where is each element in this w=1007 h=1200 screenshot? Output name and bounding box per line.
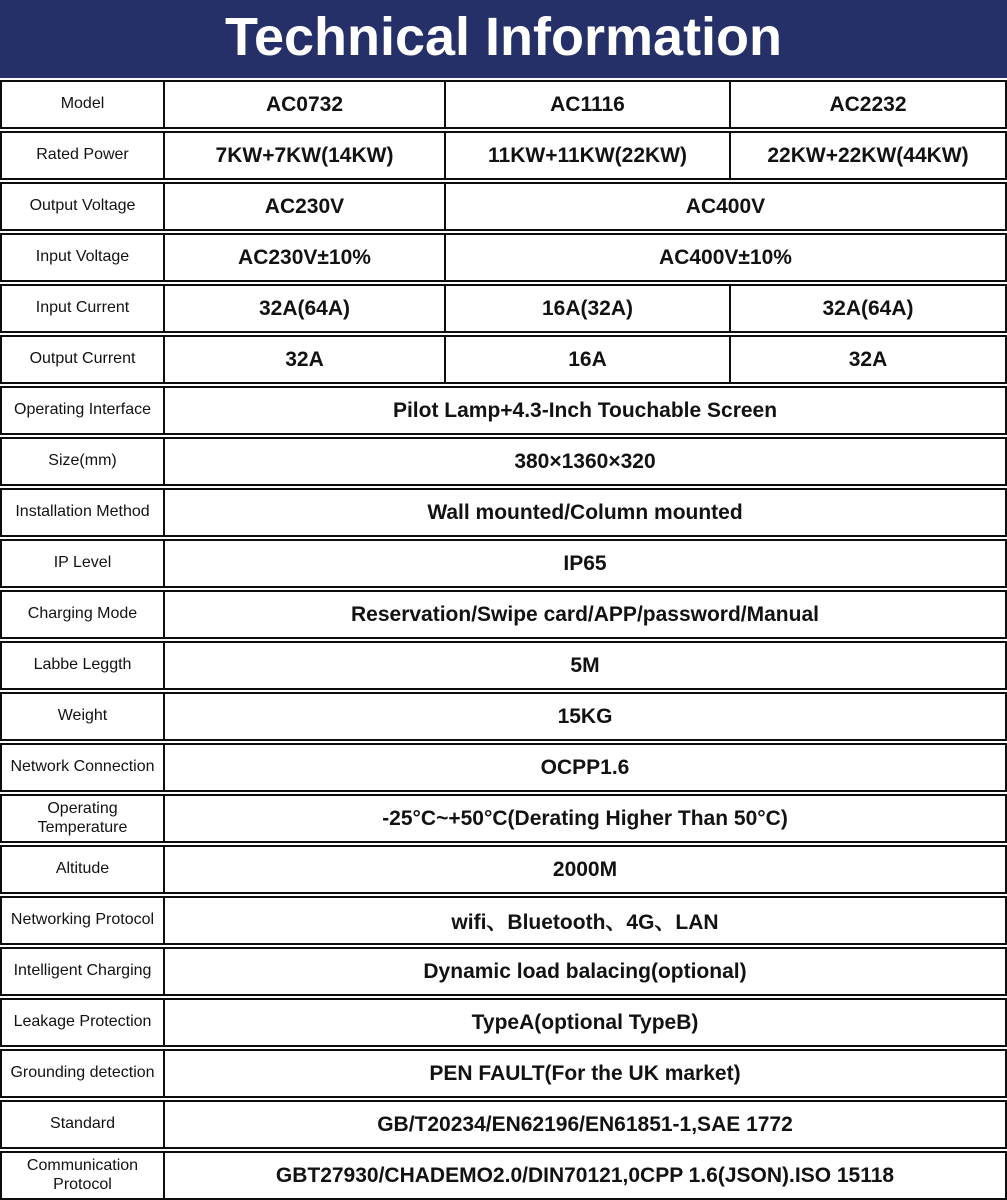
row-value: Wall mounted/Column mounted [163, 490, 1005, 535]
title-banner [0, 0, 1007, 78]
row-value: OCPP1.6 [163, 745, 1005, 790]
row-value: 11KW+11KW(22KW) [444, 133, 729, 178]
row-value: 7KW+7KW(14KW) [163, 133, 444, 178]
table-row [0, 80, 1007, 129]
row-label: Labbe Leggth [33, 656, 132, 674]
row-label: Weight [57, 707, 108, 725]
row-value: PEN FAULT(For the UK market) [163, 1051, 1005, 1096]
row-value: AC400V [444, 184, 1005, 229]
row-value: AC0732 [163, 82, 444, 127]
row-label: Communication Protocol [26, 1157, 139, 1193]
row-value: 32A(64A) [163, 286, 444, 331]
table-row [0, 794, 1007, 843]
table-row [0, 131, 1007, 180]
row-value: 5M [163, 643, 1005, 688]
row-label: Installation Method [15, 503, 150, 521]
row-label: Network Connection [10, 758, 155, 776]
row-value: AC230V±10% [163, 235, 444, 280]
row-value: 32A(64A) [729, 286, 1005, 331]
table-row [0, 845, 1007, 894]
row-value: 380×1360×320 [163, 439, 1005, 484]
table-row [0, 335, 1007, 384]
row-label: Grounding detection [10, 1064, 155, 1082]
table-row [0, 284, 1007, 333]
row-value: 16A [444, 337, 729, 382]
table-row [0, 947, 1007, 996]
table-row [0, 1049, 1007, 1098]
row-value: GBT27930/CHADEMO2.0/DIN70121,0CPP 1.6(JSON).ISO 15118 [163, 1153, 1005, 1198]
row-value: 32A [163, 337, 444, 382]
row-value: AC230V [163, 184, 444, 229]
row-value: TypeA(optional TypeB) [163, 1000, 1005, 1045]
table-row [0, 1100, 1007, 1149]
row-value: Dynamic load balacing(optional) [163, 949, 1005, 994]
table-row [0, 641, 1007, 690]
row-label: Input Voltage [35, 248, 130, 266]
row-value: AC400V±10% [444, 235, 1005, 280]
row-label: Operating Temperature [37, 800, 128, 836]
spec-table [0, 80, 1007, 1200]
row-value: 22KW+22KW(44KW) [729, 133, 1005, 178]
table-row [0, 539, 1007, 588]
row-label: Intelligent Charging [13, 962, 152, 980]
row-label: Output Voltage [29, 197, 136, 215]
row-label: Charging Mode [27, 605, 138, 623]
row-value: 2000M [163, 847, 1005, 892]
table-row [0, 182, 1007, 231]
row-label: Operating Interface [14, 401, 151, 419]
table-row [0, 590, 1007, 639]
row-value: IP65 [163, 541, 1005, 586]
row-label: IP Level [53, 554, 112, 572]
row-value: AC1116 [444, 82, 729, 127]
row-label: Altitude [55, 860, 110, 878]
row-label: Output Current [29, 350, 136, 368]
table-row [0, 488, 1007, 537]
table-row [0, 692, 1007, 741]
row-value: wifi、Bluetooth、4G、LAN [163, 898, 1005, 943]
row-value: Reservation/Swipe card/APP/password/Manual [163, 592, 1005, 637]
row-value: AC2232 [729, 82, 1005, 127]
row-label: Rated Power [36, 146, 129, 164]
row-value: 15KG [163, 694, 1005, 739]
row-label: Leakage Protection [13, 1013, 152, 1031]
row-label: Input Current [35, 299, 130, 317]
table-row [0, 998, 1007, 1047]
row-value: Pilot Lamp+4.3-Inch Touchable Screen [163, 388, 1005, 433]
page-title: Technical Information [224, 7, 783, 67]
row-value: GB/T20234/EN62196/EN61851-1,SAE 1772 [163, 1102, 1005, 1147]
row-label: Size(mm) [48, 452, 117, 470]
row-label: Networking Protocol [10, 911, 155, 929]
table-row [0, 233, 1007, 282]
row-value: 32A [729, 337, 1005, 382]
row-value: 16A(32A) [444, 286, 729, 331]
table-row [0, 896, 1007, 945]
row-value: -25°C~+50°C(Derating Higher Than 50°C) [163, 796, 1005, 841]
row-label: Standard [50, 1115, 115, 1133]
table-row [0, 743, 1007, 792]
table-row [0, 437, 1007, 486]
table-row [0, 386, 1007, 435]
row-label: Model [60, 95, 105, 113]
table-row [0, 1151, 1007, 1200]
